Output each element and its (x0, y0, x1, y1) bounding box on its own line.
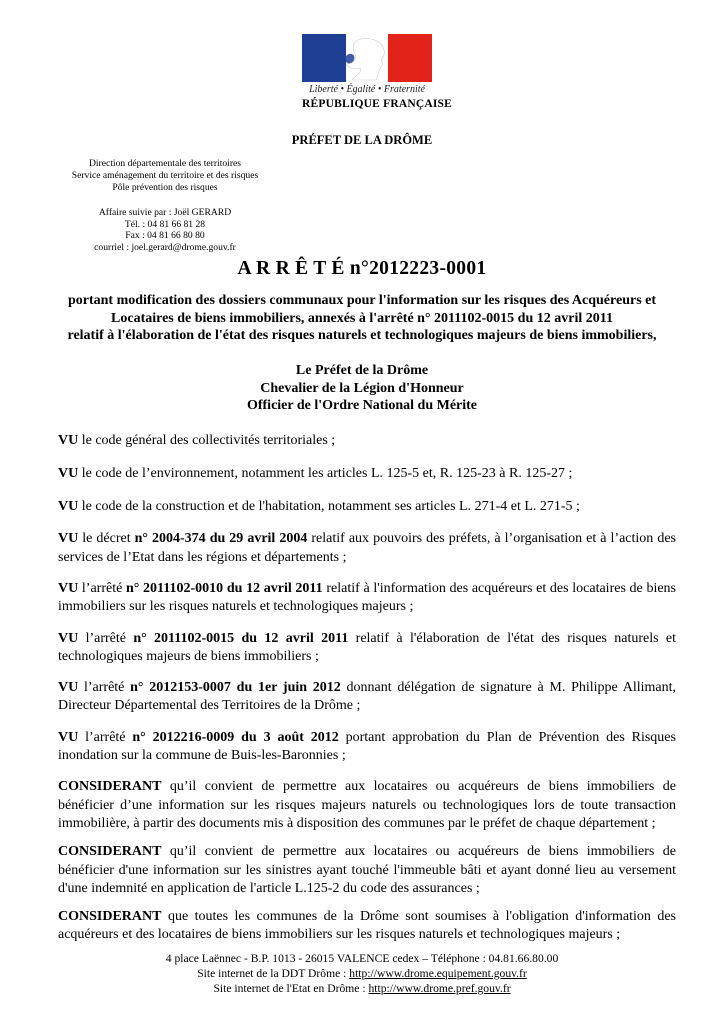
clause-text: relatif aux pouvoirs des préfets, à l’organisation et à l’action des services de l’Etat dans les régions et départements ; (58, 531, 676, 565)
vu-clause (58, 679, 676, 716)
subtitle-line: portant modification des dossiers communaux pour l'information sur les risques des Acquéreurs et (67, 293, 657, 308)
clause-reference: n° 2004-374 du 29 avril 2004 (134, 531, 308, 547)
contact-line: Tél. : 04 81 66 81 28 (124, 218, 206, 230)
clause-reference: n° 2012216-0009 du 3 août 2012 (132, 729, 339, 745)
subtitle-line: Locataires de biens immobiliers, annexés à l'arrêté n° 2011102-0015 du 12 avril 2011 (111, 310, 613, 326)
vu-clause (58, 498, 676, 516)
logo-republique-francaise: RÉPUBLIQUE FRANÇAISE (302, 98, 453, 110)
clause-lead: CONSIDERANT (58, 779, 162, 795)
clause-text: l’arrêté (78, 729, 133, 745)
clause-lead: VU (58, 630, 79, 646)
clause-reference: n° 2011102-0015 du 12 avril 2011 (133, 630, 349, 646)
vu-clause (58, 530, 676, 567)
clause-text: relatif à l'information des acquéreurs et des locataires de biens immobiliers sur les risques naturels et technologiques majeurs ; (58, 580, 676, 615)
clause-text: le code général des collectivités territoriales ; (78, 433, 336, 448)
vu-clause (58, 432, 676, 450)
service-block (60, 158, 270, 195)
clause-reference: n° 2011102-0010 du 12 avril 2011 (126, 580, 323, 596)
clause-text: le code de la construction et de l'habitation, notamment ses articles L. 271-4 et L. 271-5 ; (78, 498, 580, 514)
clause-text: l’arrêté (78, 680, 131, 696)
clause-text: l’arrêté (78, 580, 126, 596)
clause-lead: VU (58, 465, 79, 481)
contact-line: Affaire suivie par : Joël GERARD (98, 207, 232, 218)
service-line: Direction départementale des territoires (88, 158, 242, 169)
document-title: A R R Ê T É n°2012223-0001 (237, 258, 487, 279)
considerant-clause (58, 778, 676, 833)
service-line: Service aménagement du territoire et des risques (71, 170, 259, 182)
considerant-clause (58, 908, 676, 945)
clause-lead: CONSIDERANT (58, 909, 162, 925)
republique-francaise-logo (302, 34, 453, 120)
clause-text: portant approbation du Plan de Prévention des Risques inondation sur la commune de Buis-les-Baronnies ; (58, 729, 676, 764)
clause-lead: VU (58, 680, 79, 696)
prefet-heading: PRÉFET DE LA DRÔME (291, 133, 433, 147)
footer-etat-label: Site internet de l'Etat en Drôme : (213, 981, 369, 995)
clause-lead: VU (58, 498, 79, 514)
clause-lead: CONSIDERANT (58, 844, 162, 860)
vu-clause (58, 630, 676, 667)
prefet-title-line: Chevalier de la Légion d'Honneur (260, 380, 464, 396)
considerant-clause (58, 843, 676, 898)
clause-text: qu’il convient de permettre aux locataires ou acquéreurs de biens immobiliers de bénéficier d'une information sur les sinistres ayant touché l'immeuble bâti et ayant donné lieu au versement d'une indemnité en application de l'article L.125-2 du code des assurances ; (58, 844, 676, 896)
document-subtitle (40, 292, 684, 345)
clause-text: le décret (78, 531, 135, 547)
subtitle-line: relatif à l'élaboration de l'état des risques naturels et technologiques majeurs de biens immobiliers, (67, 328, 657, 344)
prefet-titles (0, 362, 724, 415)
footer-address: 4 place Laënnec - B.P. 1013 - 26015 VALENCE cedex – Téléphone : 04.81.66.80.00 (165, 952, 559, 965)
clause-text: qu’il convient de permettre aux locataires ou acquéreurs de biens immobiliers de bénéficier d’une information sur les risques majeurs naturels ou technologiques lors de toute transaction immobilière, à partir des documents mis à disposition des communes par le préfet de chaque département ; (58, 779, 676, 831)
vu-clause (58, 729, 676, 766)
page-footer (0, 952, 724, 996)
footer-ddt-line (0, 967, 724, 982)
clause-lead: VU (58, 729, 79, 745)
clause-text: que toutes les communes de la Drôme sont soumises à l'obligation d'information des acquéreurs et des locataires de biens immobiliers sur les risques naturels et technologiques majeurs ; (58, 909, 676, 943)
contact-line: courriel : joel.gerard@drome.gouv.fr (94, 242, 236, 254)
etat-website-link[interactable]: http://www.drome.pref.gouv.fr (368, 981, 511, 995)
clause-lead: VU (58, 531, 79, 547)
clause-lead: VU (58, 433, 79, 448)
prefet-title-line: Le Préfet de la Drôme (295, 363, 429, 378)
contact-line: Fax : 04 81 66 80 80 (125, 230, 205, 242)
contact-block (60, 207, 270, 254)
service-line: Pôle prévention des risques (112, 182, 218, 194)
clause-text: le code de l’environnement, notamment les articles L. 125-5 et, R. 125-23 à R. 125-27 ; (78, 465, 573, 481)
clause-reference: n° 2012153-0007 du 1er juin 2012 (130, 680, 341, 696)
footer-ddt-label: Site internet de la DDT Drôme : (197, 966, 350, 980)
marianne-flag-icon (302, 34, 432, 82)
clause-lead: VU (58, 580, 79, 596)
vu-clause (58, 465, 676, 483)
footer-etat-line (0, 982, 724, 997)
prefet-title-line: Officier de l'Ordre National du Mérite (246, 398, 478, 414)
clause-text: donnant délégation de signature à M. Philippe Allimant, Directeur Départemental des Territoires de la Drôme ; (58, 680, 676, 714)
clauses-section (58, 432, 676, 945)
clause-text: relatif à l'élaboration de l'état des risques naturels et technologiques majeurs de biens immobiliers ; (58, 630, 676, 664)
clause-text: l’arrêté (78, 630, 134, 646)
vu-clause (58, 580, 676, 617)
ddt-website-link[interactable]: http://www.drome.equipement.gouv.fr (349, 966, 527, 980)
logo-motto: Liberté • Égalité • Fraternité (309, 84, 425, 95)
